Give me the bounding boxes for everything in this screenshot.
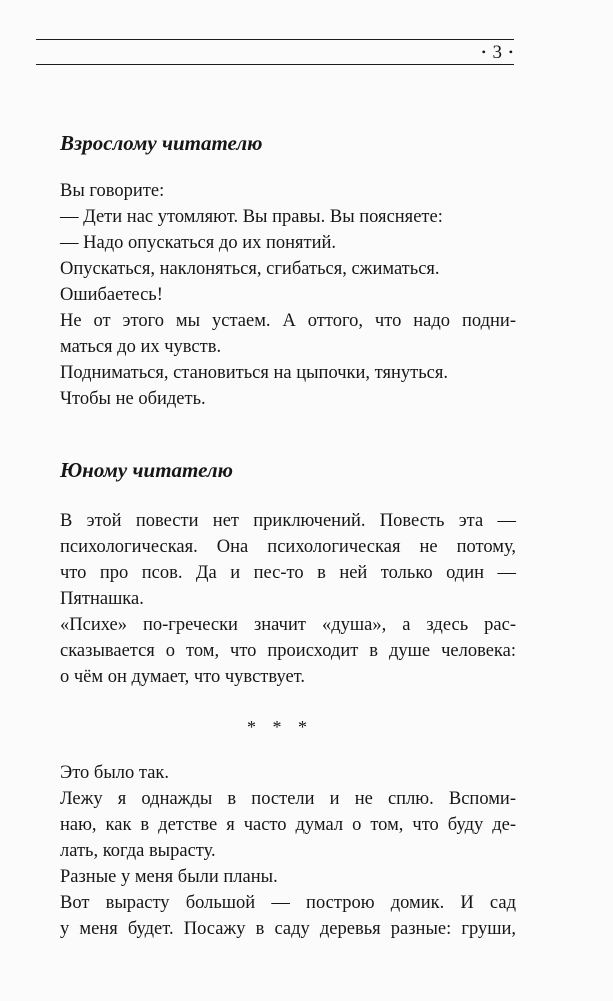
adult-reader-text	[60, 178, 516, 412]
page-number-ornament-left: •	[481, 45, 487, 59]
text-line: Разные у меня были планы.	[60, 867, 278, 887]
header-bottom-rule	[36, 64, 514, 65]
text-line: Пятнашка.	[60, 589, 144, 609]
text-line: — Надо опускаться до их понятий.	[60, 233, 337, 253]
page-number-value: 3	[492, 42, 504, 63]
page-number	[444, 41, 514, 63]
heading-adult-reader: Взрослому читателю	[60, 131, 263, 155]
text-line: наю, как в детстве я часто думал о том, что буду де-	[60, 815, 516, 835]
header-top-rule	[36, 39, 514, 40]
text-line: Это было так.	[60, 763, 170, 783]
text-line: Подниматься, становиться на цыпочки, тянуться.	[60, 363, 449, 383]
text-line: что про псов. Да и пес-то в ней только один —	[60, 563, 516, 583]
page-number-ornament-right: •	[508, 45, 514, 59]
text-line: лать, когда вырасту.	[60, 841, 216, 861]
text-line: Вот вырасту большой — построю домик. И сад	[60, 893, 516, 913]
text-line: маться до их чувств.	[60, 337, 222, 357]
text-line: В этой повести нет приключений. Повесть эта —	[60, 511, 516, 531]
section-separator: * * *	[247, 717, 313, 737]
text-line: о чём он думает, что чувствует.	[60, 667, 305, 687]
text-line: Лежу я однажды в постели и не сплю. Вспоми-	[60, 789, 516, 809]
text-line: Не от этого мы устаем. А оттого, что надо подни-	[60, 311, 516, 331]
text-line: — Дети нас утомляют. Вы правы. Вы поясняете:	[60, 207, 443, 227]
text-line: психологическая. Она психологическая не потому,	[60, 537, 516, 557]
text-line: сказывается о том, что происходит в душе человека:	[60, 641, 516, 661]
story-text	[60, 760, 516, 942]
heading-young-reader: Юному читателю	[60, 458, 233, 482]
young-reader-text	[60, 508, 516, 690]
text-line: Чтобы не обидеть.	[60, 389, 206, 409]
text-line: у меня будет. Посажу в саду деревья разные: груши,	[60, 919, 516, 939]
text-line: Вы говорите:	[60, 181, 165, 201]
text-line: Ошибаетесь!	[60, 285, 163, 305]
text-line: «Психе» по-гречески значит «душа», а здесь рас-	[60, 615, 516, 635]
text-line: Опускаться, наклоняться, сгибаться, сжиматься.	[60, 259, 440, 279]
